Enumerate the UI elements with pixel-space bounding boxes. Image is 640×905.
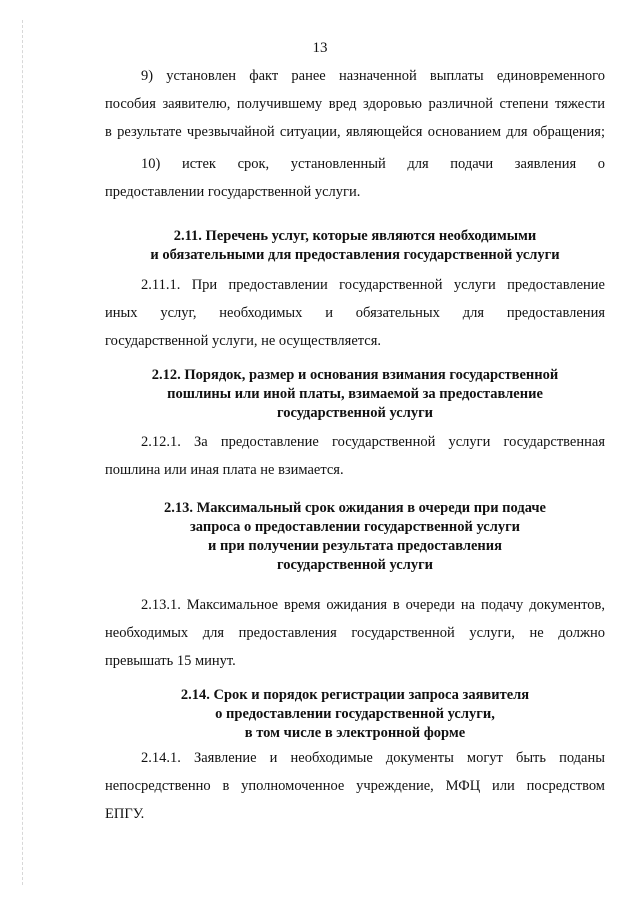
- section-heading-2-14: [105, 686, 605, 743]
- page-number: 13: [312, 40, 328, 56]
- paragraph-2-14-1: [105, 744, 605, 828]
- paragraph-line: иных услуг, необходимых и обязательных для предоставления: [105, 305, 605, 321]
- paragraph-2-13-1: [105, 591, 605, 675]
- heading-line: 2.11. Перечень услуг, которые являются необходимыми: [173, 228, 537, 244]
- heading-line: пошлины или иной платы, взимаемой за предоставление: [167, 386, 543, 402]
- paragraph-line: 9) установлен факт ранее назначенной выплаты единовременного: [141, 68, 605, 84]
- paragraph-line: непосредственно в уполномоченное учреждение, МФЦ или посредством: [105, 778, 605, 794]
- heading-line: и обязательными для предоставления государственной услуги: [150, 247, 560, 263]
- paragraph-line: пособия заявителю, получившему вред здоровью различной степени тяжести: [105, 96, 605, 112]
- heading-line: запроса о предоставлении государственной услуги: [189, 519, 521, 535]
- paragraph-line: пошлина или иная плата не взимается.: [105, 462, 344, 478]
- paragraph-line: государственной услуги, не осуществляется.: [105, 333, 381, 349]
- paragraph-line: 2.14.1. Заявление и необходимые документы могут быть поданы: [141, 750, 605, 766]
- list-item-10: [105, 150, 605, 206]
- paragraph-line: 2.13.1. Максимальное время ожидания в очереди на подачу документов,: [141, 597, 605, 613]
- heading-line: и при получении результата предоставления: [208, 538, 502, 554]
- section-heading-2-11: [105, 227, 605, 265]
- paragraph-line: 2.12.1. За предоставление государственной услуги государственная: [141, 434, 605, 450]
- paragraph-line: ЕПГУ.: [105, 806, 145, 822]
- section-heading-2-13: [105, 499, 605, 575]
- heading-line: 2.14. Срок и порядок регистрации запроса заявителя: [180, 687, 530, 703]
- paragraph-line: в результате чрезвычайной ситуации, являющейся основанием для обращения;: [105, 124, 605, 140]
- paragraph-line: необходимых для предоставления государственной услуги, не должно: [105, 625, 605, 641]
- paragraph-line: превышать 15 минут.: [105, 653, 236, 669]
- paragraph-line: 2.11.1. При предоставлении государственной услуги предоставление: [141, 277, 605, 293]
- heading-line: в том числе в электронной форме: [244, 725, 466, 741]
- paragraph-2-11-1: [105, 271, 605, 355]
- heading-line: 2.12. Порядок, размер и основания взимания государственной: [151, 367, 559, 383]
- heading-line: 2.13. Максимальный срок ожидания в очереди при подаче: [164, 500, 546, 516]
- paragraph-line: предоставлении государственной услуги.: [105, 184, 361, 200]
- paragraph-2-12-1: [105, 428, 605, 484]
- heading-line: государственной услуги: [276, 405, 434, 421]
- heading-line: государственной услуги: [276, 557, 434, 573]
- heading-line: о предоставлении государственной услуги,: [215, 706, 495, 722]
- section-heading-2-12: [105, 366, 605, 423]
- list-item-9: [105, 62, 605, 146]
- binding-margin-line: [22, 20, 23, 885]
- paragraph-line: 10) истек срок, установленный для подачи заявления о: [141, 156, 605, 172]
